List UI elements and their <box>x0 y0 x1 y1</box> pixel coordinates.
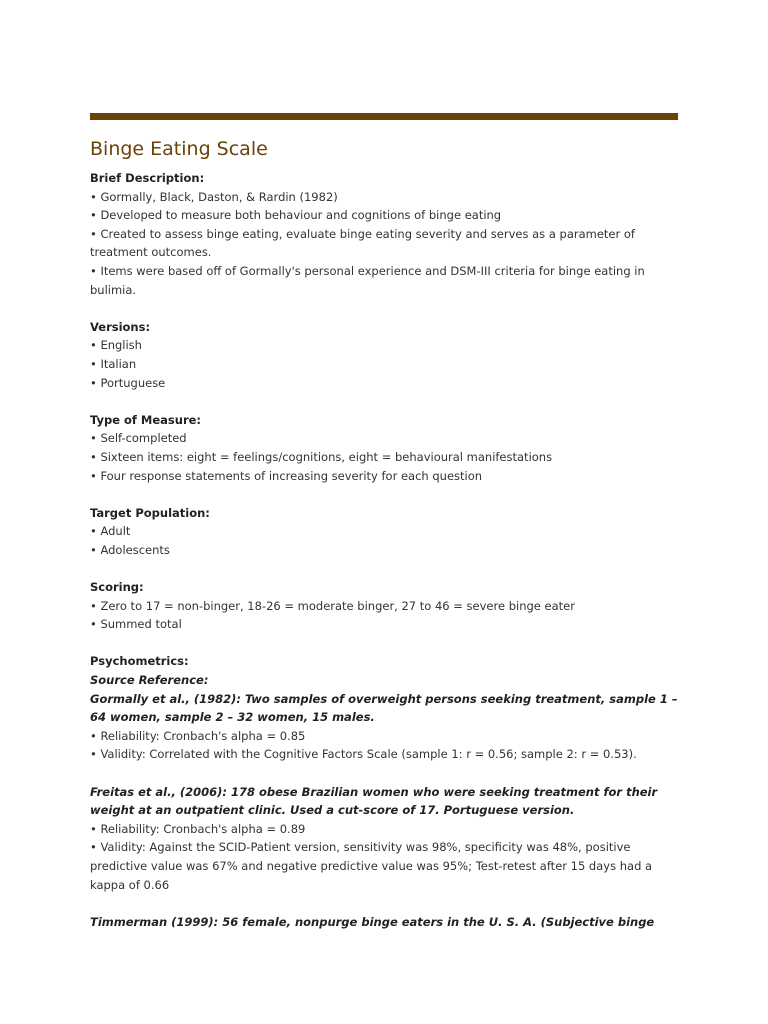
population-item: • Adolescents <box>90 542 170 557</box>
versions-item: • Italian <box>90 356 137 371</box>
reference-item: • Validity: Correlated with the Cognitive Factors Scale (sample 1: r = 0.56; sample 2: r = 0.53). <box>90 747 637 762</box>
population-heading: Target Population: <box>90 505 210 520</box>
versions-heading: Versions: <box>90 319 151 334</box>
measure-heading: Type of Measure: <box>90 412 202 427</box>
page-title: Binge Eating Scale <box>90 138 268 160</box>
spacer <box>90 634 680 653</box>
brief-item: • Gormally, Black, Daston, & Rardin (1982) <box>90 189 338 204</box>
scoring-item: • Summed total <box>90 617 182 632</box>
reference-citation: Timmerman (1999): 56 female, nonpurge binge eaters in the U. S. A. (Subjective binge <box>90 914 655 929</box>
reference-item: • Validity: Against the SCID-Patient version, sensitivity was 98%, specificity was 48%, positive predictive value was 67% and negative predictive value was 95%; Test-retest after 15 days had a kappa of 0.66 <box>90 840 653 892</box>
population-item: • Adult <box>90 524 131 539</box>
brief-item: • Items were based off of Gormally's personal experience and DSM-III criteria for binge eating in bulimia. <box>90 263 645 297</box>
psychometrics-heading: Psychometrics: <box>90 654 189 669</box>
spacer <box>90 299 680 318</box>
scoring-item: • Zero to 17 = non-binger, 18-26 = moderate binger, 27 to 46 = severe binge eater <box>90 598 575 613</box>
spacer <box>90 392 680 411</box>
measure-item: • Four response statements of increasing severity for each question <box>90 468 483 483</box>
brief-heading: Brief Description: <box>90 171 205 185</box>
versions-item: • Portuguese <box>90 375 166 390</box>
spacer <box>90 559 680 578</box>
versions-item: • English <box>90 338 142 353</box>
document-body <box>90 169 680 931</box>
reference-item: • Reliability: Cronbach's alpha = 0.89 <box>90 821 306 836</box>
scoring-heading: Scoring: <box>90 580 144 595</box>
reference-citation: Gormally et al., (1982): Two samples of overweight persons seeking treatment, sample 1 – 64 women, sample 2 – 32 women, 15 males. <box>90 691 678 725</box>
brief-item: • Created to assess binge eating, evaluate binge eating severity and serves as a parameter of treatment outcomes. <box>90 226 635 260</box>
source-reference-label: Source Reference: <box>90 673 209 688</box>
spacer <box>90 485 680 504</box>
reference-item: • Reliability: Cronbach's alpha = 0.85 <box>90 728 306 743</box>
measure-item: • Self-completed <box>90 431 187 446</box>
spacer <box>90 894 680 913</box>
brief-item: • Developed to measure both behaviour and cognitions of binge eating <box>90 208 502 223</box>
header-rule <box>90 113 678 120</box>
measure-item: • Sixteen items: eight = feelings/cognitions, eight = behavioural manifestations <box>90 449 553 464</box>
spacer <box>90 764 680 783</box>
reference-citation: Freitas et al., (2006): 178 obese Brazilian women who were seeking treatment for their weight at an outpatient clinic. Used a cut-score of 17. Portuguese version. <box>90 784 658 818</box>
